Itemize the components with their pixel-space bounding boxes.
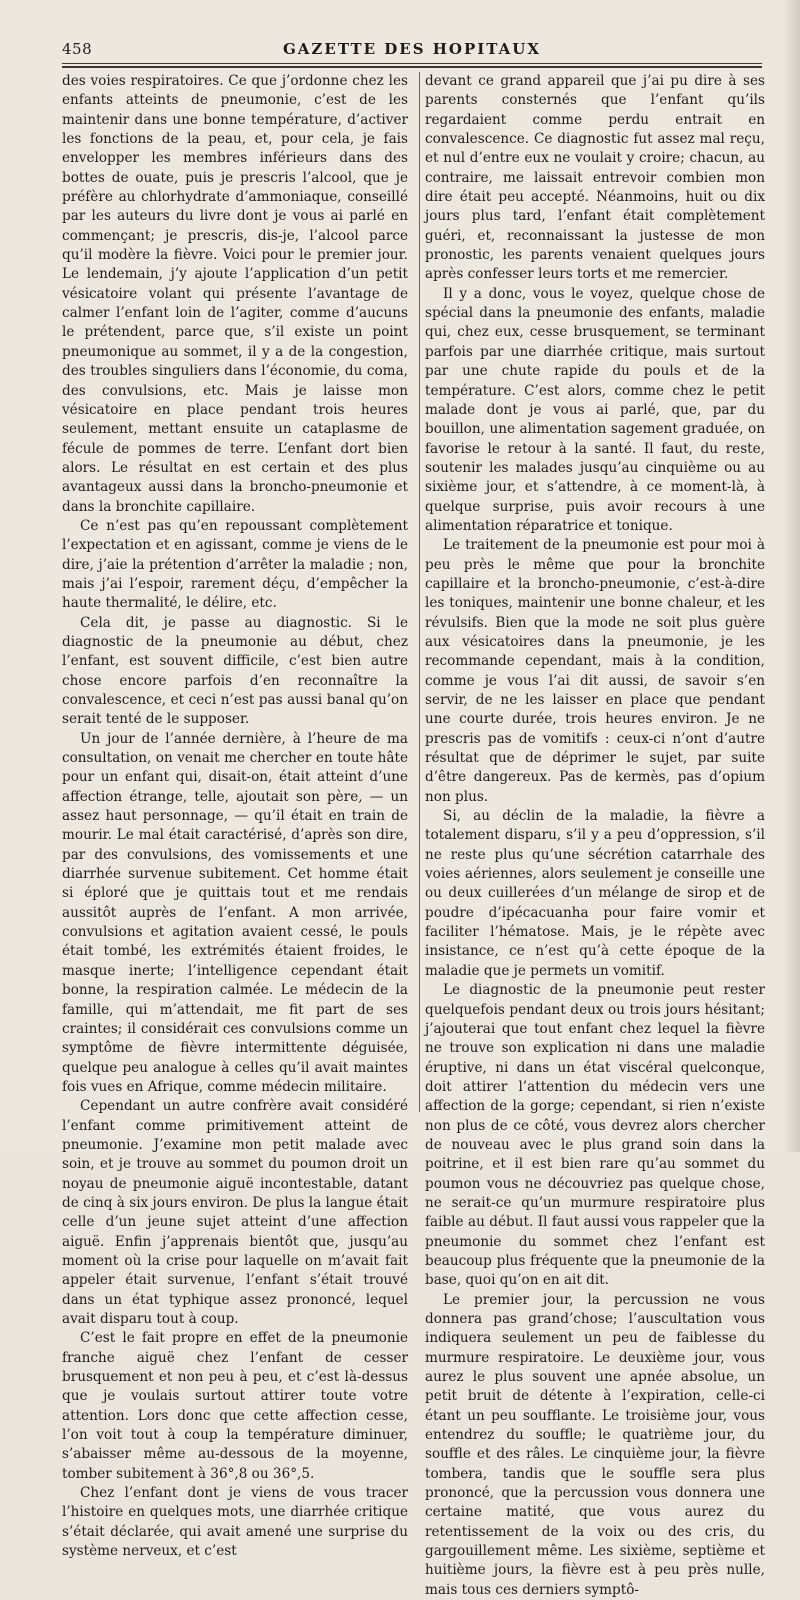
page-number: 458 [62, 40, 93, 58]
header-rule-thin [62, 63, 762, 64]
paragraph: Cependant un autre confrère avait considéré l’enfant comme primitivement atteint de pneumonie. J’examine mon petit malade avec soin, et je trouve au sommet du poumon droit un noyau de pneumonie aiguë incontestable, datant de cinq à six jours environ. De plus la langue était celle d’un jeune sujet atteint d’une affection aiguë. Enfin j’apprenais bientôt que, jusqu’au moment où la crise pour laquelle on m’avait fait appeler était survenue, l’enfant s’était trouvé dans un état typhique assez prononcé, lequel avait disparu tout à coup. [62, 1098, 408, 1327]
header-rule-thick [62, 66, 762, 68]
paragraph: devant ce grand appareil que j’ai pu dire à ses parents consternés que l’enfant qu’ils regardaient comme perdu entrait en convalescence. Ce diagnostic fut assez mal reçu, et nul d’entre eux ne voulait y croire; chacun, au contraire, me laissait entrevoir combien mon dire était peu accepté. Néanmoins, huit ou dix jours plus tard, l’enfant était complètement guéri, et, reconnaissant la justesse de mon pronostic, les parents venaient quelques jours après confesser leurs torts et me remercier. [425, 73, 765, 283]
column-divider [419, 72, 420, 1112]
paragraph: Le premier jour, la percussion ne vous donnera pas grand’chose; l’auscultation vous indiquera seulement un peu de faiblesse du murmure respiratoire. Le deuxième jour, vous aurez le plus souvent une apnée absolue, un petit bruit de détente à l’expiration, celle-ci étant un peu soufflante. Le troisième jour, vous entendrez du souffle; le quatrième jour, du souffle et des râles. Le cinquième jour, la fièvre tombera, tandis que le souffle sera plus prononcé, que la percussion vous donnera une certaine matité, que vous aurez du retentissement de la voix ou des cris, du gargouillement même. Les sixième, septième et huitième jours, la fièvre est à peu près nulle, mais tous ces derniers symptô- [425, 1291, 765, 1598]
paragraph: Il y a donc, vous le voyez, quelque chose de spécial dans la pneumonie des enfants, maladie qui, chez eux, cesse brusquement, se terminant parfois par une diarrhée critique, mais surtout par une chute rapide du pouls et de la température. C’est alors, comme chez le petit malade dont je vous ai parlé, que, par du bouillon, une alimentation sagement graduée, on favorise le retour à la santé. Il faut, du reste, soutenir les malades jusqu’au cinquième ou au sixième jour, et s’attendre, à ce moment-là, à quelque surprise, puis avoir recours à une alimentation réparatrice et tonique. [425, 285, 765, 534]
page-edge-shadow [782, 0, 800, 1152]
right-column [425, 72, 765, 1600]
journal-title: GAZETTE DES HOPITAUX [282, 40, 541, 58]
paragraph: Cela dit, je passe au diagnostic. Si le diagnostic de la pneumonie au début, chez l’enfant, est souvent difficile, c’est bien autre chose encore parfois d’en reconnaître la convalescence, et ceci n’est pas aussi banal qu’on serait tenté de le supposer. [62, 614, 408, 728]
paragraph: Un jour de l’année dernière, à l’heure de ma consultation, on venait me chercher en toute hâte pour un enfant qui, disait-on, était atteint d’une affection étrange, telle, ajoutait son père, — un assez haut personnage, — qu’il était en train de mourir. Le mal était caractérisé, d’après son dire, par des convulsions, des vomissements et une diarrhée survenue subitement. Cet homme était si éploré que je quittais tout et me rendais aussitôt auprès de l’enfant. A mon arrivée, convulsions et agitation avaient cessé, le pouls était tombé, les extrémités étaient froides, le masque inerte; l’intelligence cependant était bonne, la respiration calmée. Le médecin de la famille, qui m’attendait, me fit part de ses craintes; il considérait ces convulsions comme un symptôme de fièvre intermittente déguisée, quelque peu analogue à celles qu’il avait maintes fois vues en Afrique, comme médecin militaire. [62, 730, 408, 1095]
paragraph: Si, au déclin de la maladie, la fièvre a totalement disparu, s’il y a peu d’oppression, s’il ne reste plus qu’une sécrétion catarrhale des voies aériennes, alors seulement je conseille une ou deux cuillerées d’un mélange de sirop et de poudre d’ipécacuanha pour faire vomir et faciliter l’hématose. Mais, je le répète avec insistance, ce n’est qu’à cette époque de la maladie que je permets un vomitif. [425, 808, 765, 979]
paragraph: Le diagnostic de la pneumonie peut rester quelquefois pendant deux ou trois jours hésitant; j’ajouterai que tout enfant chez lequel la fièvre ne trouve son explication ni dans une maladie éruptive, ni dans un état viscéral quelconque, doit attirer l’attention du médecin vers une affection de la gorge; cependant, si rien n’existe non plus de ce côté, vous devrez alors chercher de nouveau avec le plus grand soin dans la poitrine, et il est bien rare qu’au sommet du poumon vous ne découvriez pas quelque chose, ne serait-ce qu’un murmure respiratoire plus faible au début. Il faut aussi vous rappeler que la pneumonie du sommet chez l’enfant est beaucoup plus fréquente que la pneumonie de la base, quoi qu’on en ait dit. [425, 982, 765, 1289]
paragraph: Chez l’enfant dont je viens de vous tracer l’histoire en quelques mots, une diarrhée critique s’était déclarée, qui avait amené une surprise du système nerveux, et c’est [62, 1485, 408, 1560]
left-column [62, 72, 408, 1561]
paragraph: C’est le fait propre en effet de la pneumonie franche aiguë chez l’enfant de cesser brusquement et non peu à peu, et c’est là-dessus que je voulais surtout attirer toute votre attention. Lors donc que cette affection cesse, l’on voit tout à coup la température diminuer, s’abaisser même au-dessous de la moyenne, tomber subitement à 36°,8 ou 36°,5. [62, 1330, 408, 1482]
page-header [62, 40, 762, 62]
paragraph: Le traitement de la pneumonie est pour moi à peu près le même que pour la bronchite capillaire et la broncho-pneumonie, c’est-à-dire les toniques, maintenir une bonne chaleur, et les révulsifs. Bien que la mode ne soit plus guère aux vésicatoires dans la pneumonie, je les recommande cependant, mais à la condition, comme je vous l’ai dit aussi, de savoir s’en servir, de ne les laisser en place que pendant une courte durée, trois heures environ. Je ne prescris pas de vomitifs : ceux-ci n’ont d’autre résultat que de déprimer le sujet, par suite d’être dangereux. Pas de kermès, pas d’opium non plus. [425, 537, 765, 805]
paragraph: Ce n’est pas qu’en repoussant complètement l’expectation et en agissant, comme je viens de le dire, j’aie la prétention d’arrêter la maladie ; non, mais j’ai l’espoir, rarement déçu, d’empêcher la haute thermalité, le délire, etc. [62, 517, 408, 612]
paragraph: des voies respiratoires. Ce que j’ordonne chez les enfants atteints de pneumonie, c’est de les maintenir dans une bonne température, d’activer les fonctions de la peau, et, pour cela, je fais envelopper les membres inférieurs dans des bottes de ouate, puis je prescris l’alcool, que je préfère au chlorhydrate d’ammoniaque, conseillé par les auteurs du livre dont je vous ai parlé en commençant; je prescris, dis-je, l’alcool parce qu’il modère la fièvre. Voici pour le premier jour. Le lendemain, j’y ajoute l’application d’un petit vésicatoire volant qui présente l’avantage de calmer l’enfant loin de l’agiter, comme d’aucuns le prétendent, parce que, s’il existe un point pneumonique au sommet, il y a de la congestion, des troubles singuliers dans l’économie, du coma, des convulsions, etc. Mais je laisse mon vésicatoire en place pendant trois heures seulement, mettant ensuite un cataplasme de fécule de pommes de terre. L’enfant dort bien alors. Le résultat en est certain et des plus avantageux aussi dans la broncho-pneumonie et dans la bronchite capillaire. [62, 73, 408, 515]
